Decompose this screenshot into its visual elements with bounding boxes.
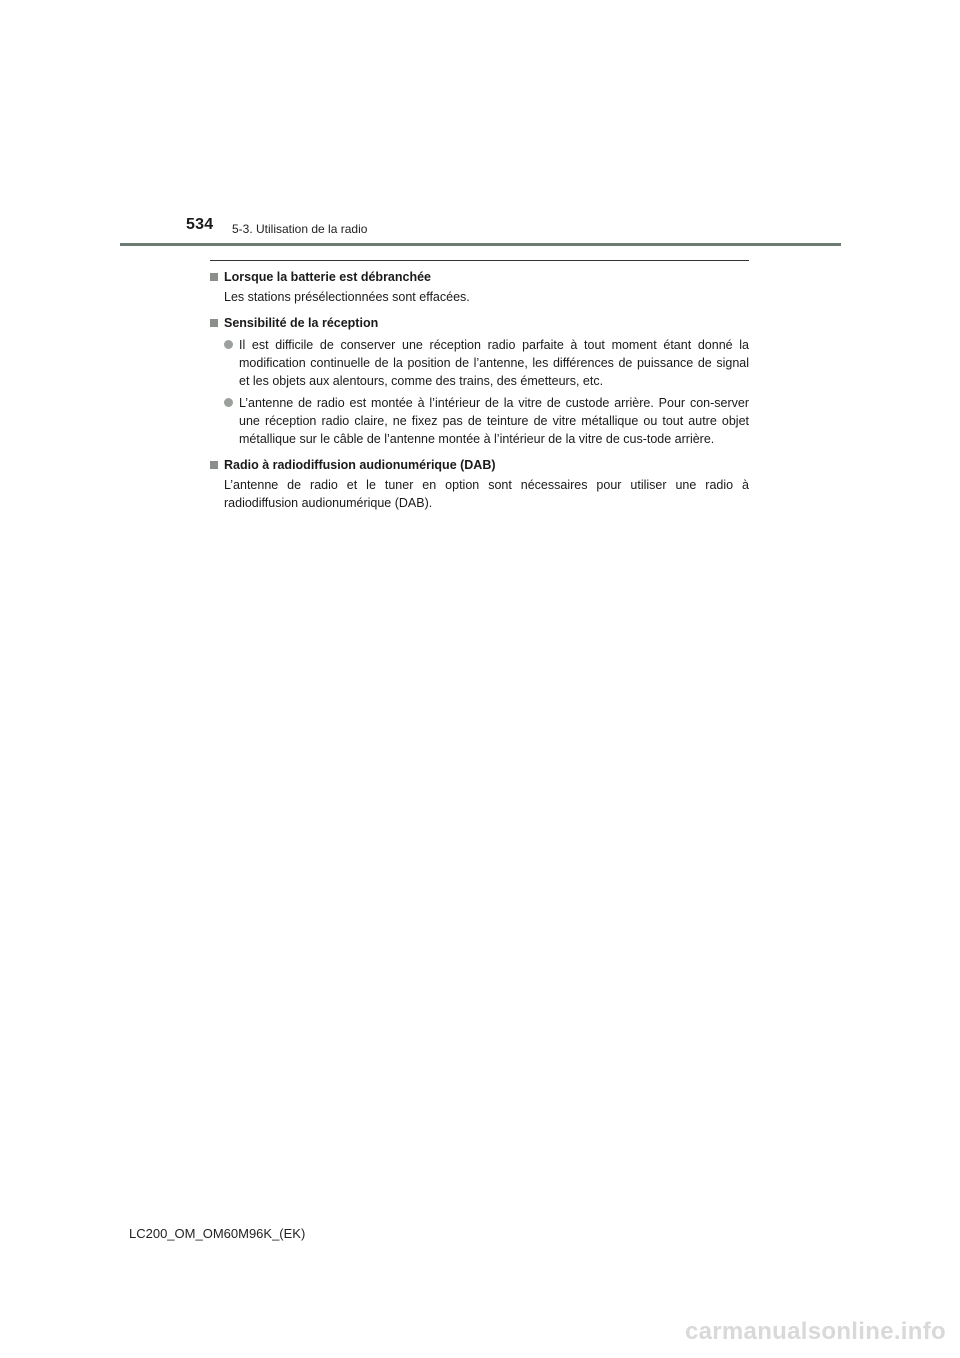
header-rule: [120, 243, 841, 246]
circle-bullet-icon: [224, 340, 233, 349]
section-dab: [210, 456, 749, 512]
square-bullet-icon: [210, 273, 218, 281]
section-heading: Lorsque la batterie est débranchée: [210, 268, 749, 286]
page-content: [210, 268, 749, 520]
section-battery: [210, 268, 749, 306]
watermark: carmanualsonline.info: [684, 1318, 946, 1345]
section-paragraph: L’antenne de radio et le tuner en option sont nécessaires pour utiliser une radio à radiodiffusion audionumérique (DAB).: [224, 478, 749, 510]
page-number: 534: [186, 216, 214, 233]
list-item: Il est difficile de conserver une réception radio parfaite à tout moment étant donné la modification continuelle de la position de l’antenne, les différences de puissance de signal et les objets aux alentours, comme des trains, des émetteurs, etc.: [210, 336, 749, 390]
circle-bullet-icon: [224, 398, 233, 407]
section-title: 5-3. Utilisation de la radio: [232, 222, 368, 236]
section-paragraph: Les stations présélectionnées sont effacées.: [224, 290, 470, 304]
document-code: LC200_OM_OM60M96K_(EK): [129, 1226, 306, 1241]
square-bullet-icon: [210, 319, 218, 327]
section-reception: [210, 314, 749, 448]
content-top-rule: [210, 260, 749, 261]
list-item: L’antenne de radio est montée à l’intérieur de la vitre de custode arrière. Pour con-server une réception radio claire, ne fixez pas de teinture de vitre métallique ou tout autre objet métallique sur le câble de l’antenne montée à l’intérieur de la vitre de cus-tode arrière.: [210, 394, 749, 448]
section-heading: Sensibilité de la réception: [210, 314, 749, 332]
square-bullet-icon: [210, 461, 218, 469]
section-heading: Radio à radiodiffusion audionumérique (DAB): [210, 456, 749, 474]
